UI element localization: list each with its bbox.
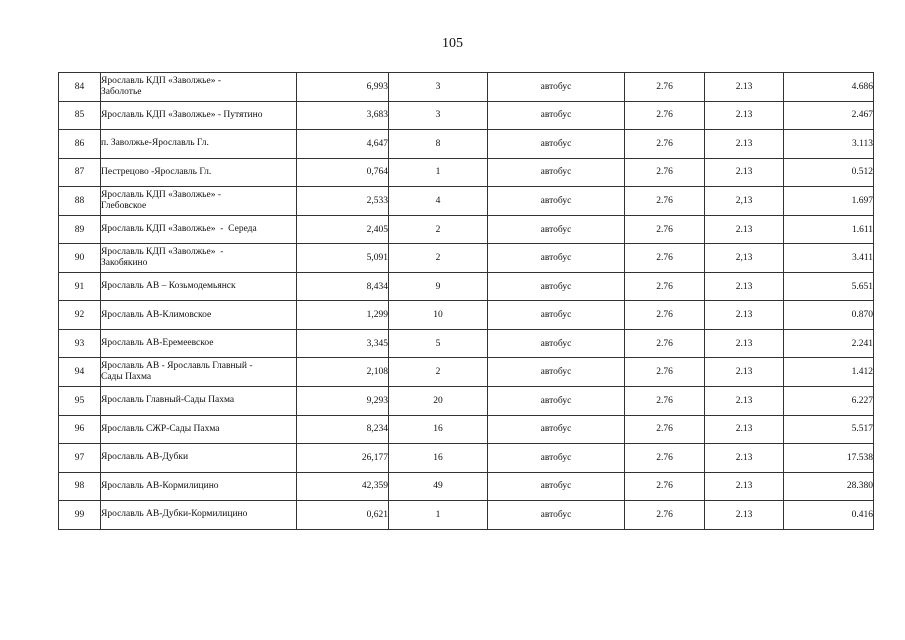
trip-count: 2 <box>435 253 441 264</box>
table-row <box>59 444 874 473</box>
route-distance-cell <box>297 358 389 387</box>
transport-type-cell <box>488 415 625 444</box>
row-number-cell <box>59 501 101 530</box>
transport-type-cell <box>488 444 625 473</box>
coefficient-1-cell <box>625 501 705 530</box>
transport-type: автобус <box>540 452 572 463</box>
route-distance-cell <box>297 415 389 444</box>
coefficient-2-cell <box>705 73 784 102</box>
route-name-cell <box>101 73 297 102</box>
transport-type: автобус <box>540 253 572 264</box>
result-value-cell <box>784 101 874 130</box>
coefficient-2-cell <box>705 415 784 444</box>
result-value-cell <box>784 501 874 530</box>
coefficient-2-cell <box>705 329 784 358</box>
transport-type-cell <box>488 329 625 358</box>
routes-table-body <box>59 73 874 530</box>
route-distance: 9,293 <box>366 395 388 406</box>
trip-count-cell <box>389 358 488 387</box>
trip-count-cell <box>389 472 488 501</box>
route-name: Пестрецово -Ярославль Гл. <box>101 166 212 177</box>
route-distance-cell <box>297 73 389 102</box>
table-row <box>59 501 874 530</box>
table-row <box>59 187 874 216</box>
transport-type: автобус <box>540 338 572 349</box>
result-value: 0.512 <box>851 167 873 178</box>
route-name: Ярославль АВ-Дубки-Кормилицино <box>101 509 248 520</box>
table-row <box>59 101 874 130</box>
result-value: 1.611 <box>851 224 873 235</box>
row-number-cell <box>59 130 101 159</box>
route-name-cell <box>101 187 297 216</box>
route-name-cell <box>101 130 297 159</box>
table-row <box>59 358 874 387</box>
coefficient-2-cell <box>705 444 784 473</box>
trip-count: 1 <box>435 167 441 178</box>
transport-type: автобус <box>540 224 572 235</box>
table-row <box>59 387 874 416</box>
route-name: Ярославль КДП «Заволжье» - Закобякино <box>101 247 224 269</box>
route-name: Ярославль АВ-Кормилицино <box>101 480 219 491</box>
route-distance: 0,621 <box>366 509 388 520</box>
row-number: 93 <box>74 338 85 349</box>
route-name-cell <box>101 215 297 244</box>
coefficient-1-cell <box>625 101 705 130</box>
coefficient-1: 2.76 <box>656 224 673 235</box>
route-name: Ярославль КДП «Заволжье» - Середа <box>101 224 257 234</box>
coefficient-2: 2.13 <box>735 452 753 463</box>
coefficient-2: 2.13 <box>735 281 753 292</box>
coefficient-1: 2.76 <box>656 310 673 321</box>
route-distance: 2,405 <box>366 224 388 235</box>
route-name: Ярославль Главный-Сады Пахма <box>101 395 235 406</box>
row-number-cell <box>59 73 101 102</box>
route-distance-cell <box>297 501 389 530</box>
route-name: Ярославль АВ-Дубки <box>101 452 189 463</box>
result-value: 2.467 <box>851 110 873 121</box>
row-number-cell <box>59 158 101 187</box>
coefficient-2: 2,13 <box>735 253 753 264</box>
row-number-cell <box>59 215 101 244</box>
row-number: 95 <box>74 395 85 406</box>
trip-count-cell <box>389 215 488 244</box>
transport-type: автобус <box>540 424 572 435</box>
transport-type-cell <box>488 73 625 102</box>
route-distance-cell <box>297 472 389 501</box>
route-name: Ярославль АВ – Козьмодемьянск <box>101 281 236 292</box>
row-number: 86 <box>74 138 85 149</box>
coefficient-1: 2.76 <box>656 367 673 378</box>
table-row <box>59 301 874 330</box>
coefficient-1-cell <box>625 215 705 244</box>
coefficient-2: 2.13 <box>735 395 753 406</box>
trip-count-cell <box>389 329 488 358</box>
route-name-cell <box>101 329 297 358</box>
route-name-cell <box>101 272 297 301</box>
row-number-cell <box>59 358 101 387</box>
row-number: 85 <box>74 110 85 121</box>
coefficient-2: 2.13 <box>735 310 753 321</box>
result-value: 28.380 <box>846 481 873 492</box>
coefficient-1: 2.76 <box>656 138 673 149</box>
route-distance: 3,345 <box>366 338 388 349</box>
coefficient-1: 2.76 <box>656 167 673 178</box>
coefficient-2-cell <box>705 130 784 159</box>
coefficient-1-cell <box>625 130 705 159</box>
table-row <box>59 244 874 273</box>
trip-count-cell <box>389 244 488 273</box>
coefficient-2-cell <box>705 301 784 330</box>
route-distance-cell <box>297 387 389 416</box>
trip-count: 49 <box>433 481 443 492</box>
result-value: 4.686 <box>851 81 873 92</box>
result-value: 17.538 <box>846 452 873 463</box>
result-value-cell <box>784 272 874 301</box>
coefficient-1-cell <box>625 444 705 473</box>
result-value-cell <box>784 444 874 473</box>
coefficient-2: 2.13 <box>735 224 753 235</box>
coefficient-1-cell <box>625 73 705 102</box>
transport-type: автобус <box>540 138 572 149</box>
result-value-cell <box>784 387 874 416</box>
coefficient-1: 2.76 <box>656 110 673 121</box>
row-number-cell <box>59 272 101 301</box>
result-value-cell <box>784 158 874 187</box>
transport-type: автобус <box>540 110 572 121</box>
trip-count-cell <box>389 187 488 216</box>
trip-count-cell <box>389 301 488 330</box>
coefficient-2-cell <box>705 187 784 216</box>
coefficient-2-cell <box>705 472 784 501</box>
page-number: 105 <box>442 36 463 51</box>
coefficient-2-cell <box>705 501 784 530</box>
result-value-cell <box>784 244 874 273</box>
coefficient-1: 2.76 <box>656 424 673 435</box>
transport-type: автобус <box>540 281 572 292</box>
route-distance-cell <box>297 301 389 330</box>
coefficient-2-cell <box>705 215 784 244</box>
route-name-cell <box>101 244 297 273</box>
row-number-cell <box>59 472 101 501</box>
row-number-cell <box>59 387 101 416</box>
trip-count-cell <box>389 444 488 473</box>
trip-count-cell <box>389 415 488 444</box>
route-name-cell <box>101 301 297 330</box>
trip-count-cell <box>389 73 488 102</box>
route-name: Ярославль АВ - Ярославль Главный - Сады Пахма <box>101 361 253 383</box>
route-distance: 5,091 <box>366 253 388 264</box>
coefficient-1: 2.76 <box>656 509 673 520</box>
coefficient-1-cell <box>625 387 705 416</box>
route-name-cell <box>101 415 297 444</box>
row-number: 97 <box>74 452 85 463</box>
result-value: 0.870 <box>851 310 873 321</box>
coefficient-1: 2.76 <box>656 195 673 206</box>
route-distance: 42,359 <box>361 481 388 492</box>
result-value: 5.517 <box>851 424 873 435</box>
coefficient-1: 2.76 <box>656 338 673 349</box>
coefficient-2: 2,13 <box>735 195 753 206</box>
route-distance-cell <box>297 130 389 159</box>
trip-count: 2 <box>435 224 441 235</box>
coefficient-2: 2.13 <box>735 138 753 149</box>
coefficient-2-cell <box>705 387 784 416</box>
trip-count: 16 <box>433 424 443 435</box>
result-value-cell <box>784 73 874 102</box>
trip-count-cell <box>389 272 488 301</box>
transport-type: автобус <box>540 310 572 321</box>
transport-type-cell <box>488 215 625 244</box>
row-number: 98 <box>74 481 85 492</box>
transport-type-cell <box>488 472 625 501</box>
transport-type-cell <box>488 187 625 216</box>
transport-type-cell <box>488 358 625 387</box>
trip-count: 16 <box>433 452 443 463</box>
result-value-cell <box>784 415 874 444</box>
coefficient-1: 2.76 <box>656 81 673 92</box>
routes-table <box>58 72 874 530</box>
route-distance: 8,434 <box>366 281 388 292</box>
table-row <box>59 415 874 444</box>
trip-count-cell <box>389 158 488 187</box>
coefficient-1: 2.76 <box>656 481 673 492</box>
row-number: 96 <box>74 424 85 435</box>
route-distance: 2,533 <box>366 195 388 206</box>
coefficient-1: 2.76 <box>656 253 673 264</box>
transport-type: автобус <box>540 167 572 178</box>
trip-count: 4 <box>435 195 441 206</box>
trip-count: 2 <box>435 367 441 378</box>
row-number-cell <box>59 187 101 216</box>
route-name: Ярославль КДП «Заволжье» - Путятино <box>101 109 263 120</box>
row-number-cell <box>59 301 101 330</box>
row-number-cell <box>59 329 101 358</box>
coefficient-1-cell <box>625 244 705 273</box>
transport-type-cell <box>488 301 625 330</box>
trip-count: 3 <box>435 110 441 121</box>
transport-type: автобус <box>540 509 572 520</box>
coefficient-1-cell <box>625 187 705 216</box>
coefficient-2: 2.13 <box>735 424 753 435</box>
route-distance-cell <box>297 244 389 273</box>
coefficient-1-cell <box>625 472 705 501</box>
coefficient-2-cell <box>705 101 784 130</box>
transport-type-cell <box>488 158 625 187</box>
route-distance-cell <box>297 158 389 187</box>
result-value: 2.241 <box>851 338 873 349</box>
result-value: 1.412 <box>851 367 873 378</box>
trip-count: 20 <box>433 395 443 406</box>
row-number-cell <box>59 101 101 130</box>
table-row <box>59 73 874 102</box>
result-value-cell <box>784 215 874 244</box>
coefficient-1-cell <box>625 415 705 444</box>
result-value: 6.227 <box>851 395 873 406</box>
route-distance: 6,993 <box>366 81 388 92</box>
coefficient-1-cell <box>625 301 705 330</box>
route-distance-cell <box>297 187 389 216</box>
coefficient-1: 2.76 <box>656 395 673 406</box>
route-name-cell <box>101 358 297 387</box>
route-distance-cell <box>297 101 389 130</box>
trip-count-cell <box>389 130 488 159</box>
route-distance: 0,764 <box>366 167 388 178</box>
coefficient-1: 2.76 <box>656 452 673 463</box>
row-number-cell <box>59 415 101 444</box>
coefficient-2: 2.13 <box>735 338 753 349</box>
route-distance: 4,647 <box>366 138 388 149</box>
result-value-cell <box>784 329 874 358</box>
table-row <box>59 130 874 159</box>
route-name-cell <box>101 501 297 530</box>
coefficient-2: 2.13 <box>735 167 753 178</box>
route-distance: 3,683 <box>366 110 388 121</box>
row-number: 84 <box>74 81 85 92</box>
row-number: 99 <box>74 509 85 520</box>
route-distance-cell <box>297 272 389 301</box>
coefficient-2: 2.13 <box>735 481 753 492</box>
transport-type-cell <box>488 272 625 301</box>
transport-type: автобус <box>540 367 572 378</box>
coefficient-2: 2.13 <box>735 110 753 121</box>
transport-type: автобус <box>540 81 572 92</box>
route-name-cell <box>101 387 297 416</box>
table-row <box>59 272 874 301</box>
route-name: Ярославль КДП «Заволжье» - Заболотье <box>101 75 222 97</box>
route-distance-cell <box>297 215 389 244</box>
row-number: 90 <box>74 253 85 264</box>
row-number: 91 <box>74 281 85 292</box>
route-name-cell <box>101 101 297 130</box>
trip-count-cell <box>389 387 488 416</box>
route-name: Ярославль АВ-Еремеевское <box>101 338 214 349</box>
transport-type-cell <box>488 501 625 530</box>
coefficient-1-cell <box>625 329 705 358</box>
table-row <box>59 329 874 358</box>
row-number: 92 <box>74 310 85 321</box>
transport-type: автобус <box>540 395 572 406</box>
transport-type-cell <box>488 387 625 416</box>
row-number: 88 <box>74 195 85 206</box>
result-value: 1.697 <box>851 195 873 206</box>
coefficient-2: 2.13 <box>735 367 753 378</box>
result-value: 5.651 <box>851 281 873 292</box>
trip-count: 9 <box>435 281 441 292</box>
coefficient-1-cell <box>625 358 705 387</box>
row-number: 94 <box>74 367 85 378</box>
trip-count: 1 <box>435 509 441 520</box>
coefficient-2: 2.13 <box>735 81 753 92</box>
route-distance: 1,299 <box>366 310 388 321</box>
table-row <box>59 472 874 501</box>
result-value-cell <box>784 187 874 216</box>
route-distance: 26,177 <box>361 452 388 463</box>
transport-type-cell <box>488 101 625 130</box>
route-distance: 8,234 <box>366 424 388 435</box>
transport-type-cell <box>488 244 625 273</box>
trip-count: 5 <box>435 338 441 349</box>
coefficient-1: 2.76 <box>656 281 673 292</box>
route-distance-cell <box>297 329 389 358</box>
result-value: 3.113 <box>851 138 873 149</box>
result-value-cell <box>784 301 874 330</box>
route-name: Ярославль КДП «Заволжье» - Глебовское <box>101 189 222 211</box>
route-distance-cell <box>297 444 389 473</box>
coefficient-2-cell <box>705 244 784 273</box>
row-number: 87 <box>74 167 85 178</box>
coefficient-2-cell <box>705 158 784 187</box>
trip-count: 8 <box>435 138 441 149</box>
coefficient-2: 2.13 <box>735 509 753 520</box>
result-value: 0.416 <box>851 509 873 520</box>
transport-type: автобус <box>540 481 572 492</box>
coefficient-2-cell <box>705 358 784 387</box>
coefficient-1-cell <box>625 158 705 187</box>
table-row <box>59 215 874 244</box>
trip-count: 10 <box>433 310 443 321</box>
row-number-cell <box>59 444 101 473</box>
route-name-cell <box>101 158 297 187</box>
result-value-cell <box>784 130 874 159</box>
route-name: Ярославль АВ-Климовское <box>101 309 212 320</box>
route-name-cell <box>101 472 297 501</box>
row-number: 89 <box>74 224 85 235</box>
route-name: п. Заволжье-Ярославль Гл. <box>101 138 209 149</box>
trip-count-cell <box>389 101 488 130</box>
trip-count: 3 <box>435 81 441 92</box>
table-row <box>59 158 874 187</box>
transport-type: автобус <box>540 195 572 206</box>
transport-type-cell <box>488 130 625 159</box>
row-number-cell <box>59 244 101 273</box>
result-value-cell <box>784 358 874 387</box>
coefficient-2-cell <box>705 272 784 301</box>
route-distance: 2,108 <box>366 367 388 378</box>
result-value: 3.411 <box>851 253 873 264</box>
trip-count-cell <box>389 501 488 530</box>
coefficient-1-cell <box>625 272 705 301</box>
result-value-cell <box>784 472 874 501</box>
route-name: Ярославль СЖР-Сады Пахма <box>101 423 220 434</box>
route-name-cell <box>101 444 297 473</box>
